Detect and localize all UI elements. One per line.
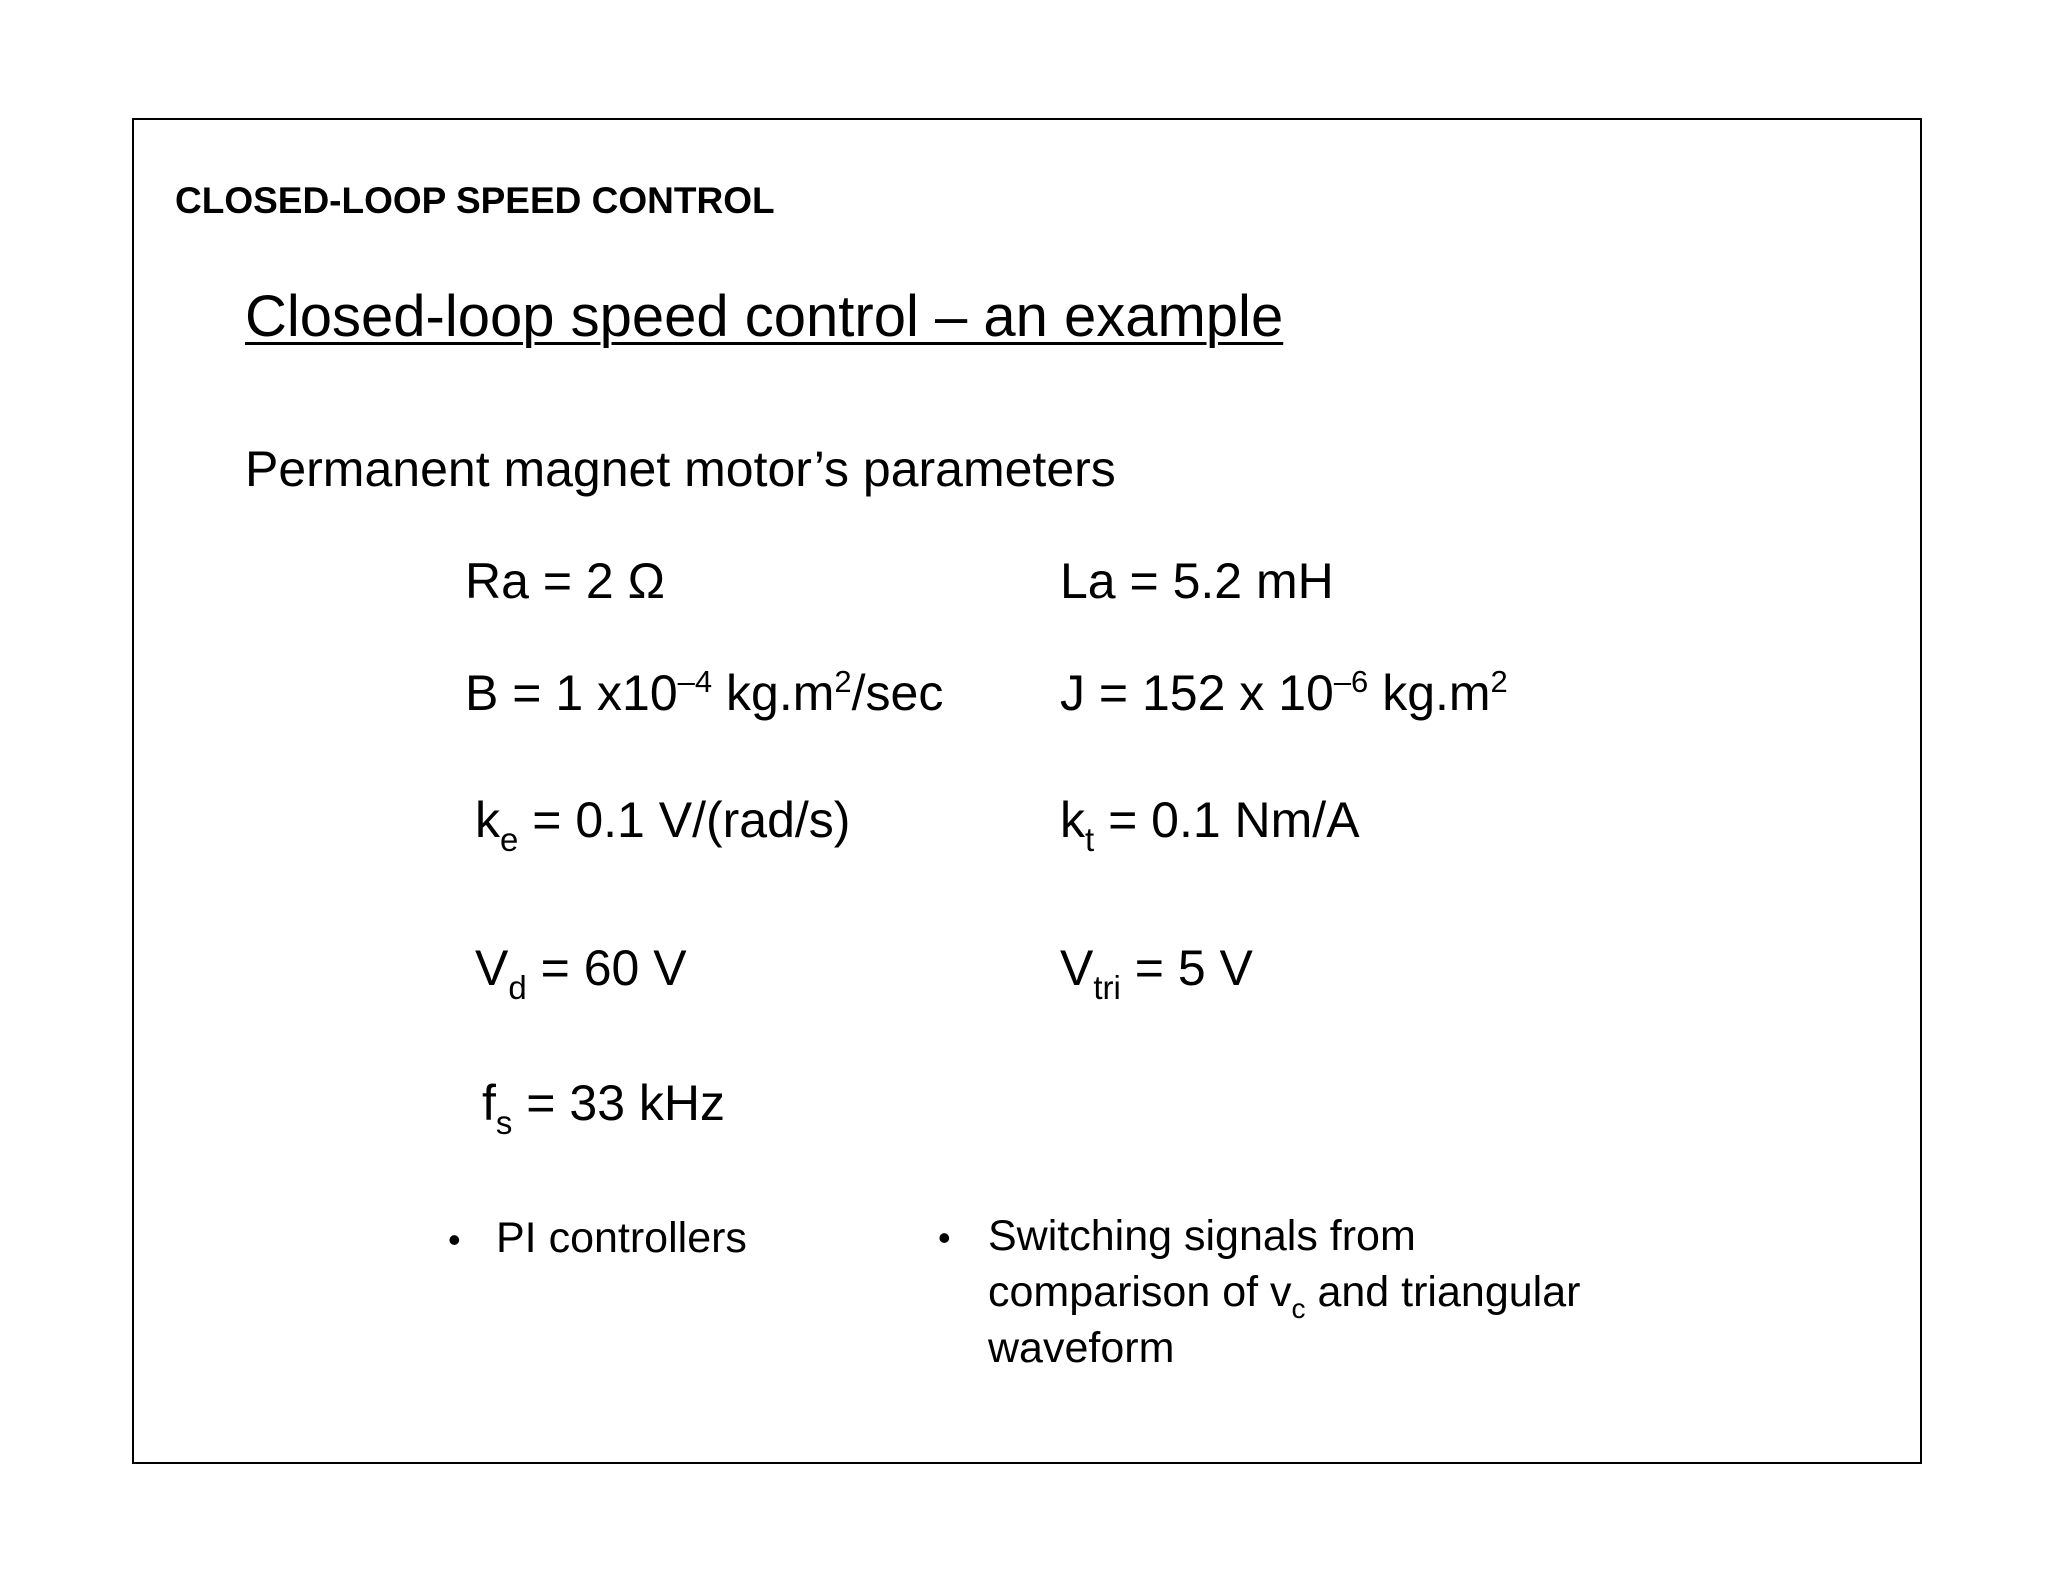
param-fs [482,1075,726,1141]
bullet-line-1: Switching signals from [988,1212,1416,1260]
param-vd-symbol: V [475,940,509,996]
slide-title: Closed-loop speed control – an example [245,284,1284,349]
param-ra-value: = 2 Ω [528,553,665,609]
param-vtri [1060,940,1253,1006]
param-b-unit-tail: /sec [851,665,944,721]
param-b-exponent: –4 [677,664,713,699]
param-fs-symbol: f [482,1075,496,1131]
param-vtri-value: = 5 V [1120,940,1253,996]
param-ke-subscript: e [500,821,519,858]
param-vtri-symbol: V [1060,940,1094,996]
param-j-unit: kg.m [1368,665,1491,721]
param-b [465,664,944,721]
param-kt-symbol: k [1060,792,1085,848]
param-fs-value: = 33 kHz [512,1075,726,1131]
param-kt-subscript: t [1085,821,1095,858]
param-b-symbol: B [465,665,499,721]
param-ra-symbol: Ra [465,553,529,609]
param-ra [465,553,665,609]
bullet-marker: • [938,1217,951,1258]
bullet-pi-controllers [448,1210,848,1270]
param-j-exponent: –6 [1333,664,1369,699]
param-j-value: = 152 x 10 [1085,665,1334,721]
param-j-symbol: J [1060,665,1085,721]
param-la [1060,553,1334,609]
bullet-line-3: waveform [988,1324,1175,1372]
param-vtri-subscript: tri [1093,969,1121,1006]
bullet-line-2 [988,1264,1580,1325]
param-b-unit: kg.m [712,665,835,721]
param-j [1060,664,1508,721]
bullet-marker: • [448,1219,461,1260]
param-la-symbol: La [1060,553,1116,609]
bullet-line-2-post: and triangular [1305,1268,1581,1316]
param-b-value: = 1 x10 [498,665,678,721]
param-la-value: = 5.2 mH [1115,553,1334,609]
param-kt-value: = 0.1 Nm/A [1094,792,1360,848]
slide-subtitle: Permanent magnet motor’s parameters [245,441,1116,497]
param-ke [475,792,851,858]
param-ke-symbol: k [475,792,500,848]
param-vd-value: = 60 V [526,940,687,996]
param-kt [1060,792,1360,858]
section-header: CLOSED-LOOP SPEED CONTROL [175,180,775,221]
bullet-line-2-pre: comparison of v [988,1268,1292,1316]
bullet-switching-signals [938,1208,1698,1388]
param-fs-subscript: s [495,1104,513,1141]
param-vd-subscript: d [508,969,527,1006]
param-ke-value: = 0.1 V/(rad/s) [518,792,851,848]
bullet-text: PI controllers [496,1214,747,1262]
param-vd [475,940,687,1006]
bullet-line-2-subscript: c [1291,1293,1306,1324]
param-j-unit-exponent: 2 [1490,664,1508,699]
param-b-unit-exponent: 2 [834,664,852,699]
